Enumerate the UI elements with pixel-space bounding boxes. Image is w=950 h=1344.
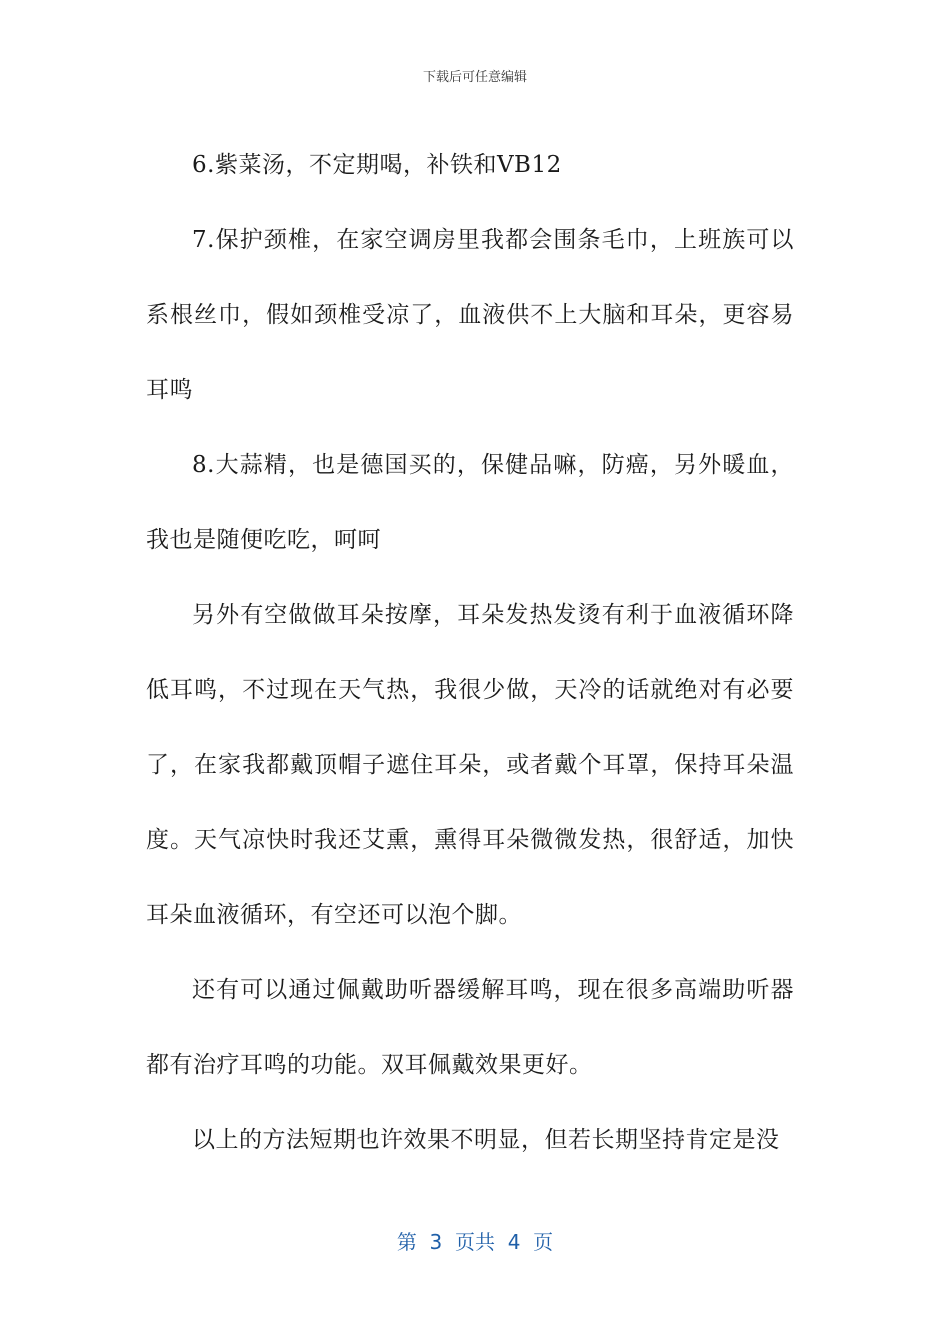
paragraph-hearing-aid: 还有可以通过佩戴助听器缓解耳鸣，现在很多高端助听器都有治疗耳鸣的功能。双耳佩戴效果更好。 <box>146 977 794 1078</box>
paragraph-item-6: 6.紫菜汤，不定期喝，补铁和VB12 <box>192 152 562 178</box>
paragraph-ear-massage: 另外有空做做耳朵按摩，耳朵发热发烫有利于血液循环降低耳鸣，不过现在天气热，我很少做，天冷的话就绝对有必要了，在家我都戴顶帽子遮住耳朵，或者戴个耳罩，保持耳朵温度。天气凉快时我还艾熏，熏得耳朵微微发热，很舒适，加快耳朵血液循环，有空还可以泡个脚。 <box>146 602 794 928</box>
header-note: 下载后可任意编辑 <box>422 70 527 85</box>
paragraph-conclusion: 以上的方法短期也许效果不明显，但若长期坚持肯定是没 <box>192 1127 780 1153</box>
paragraph-item-7: 7.保护颈椎，在家空调房里我都会围条毛巾，上班族可以系根丝巾，假如颈椎受凉了，血液供不上大脑和耳朵，更容易耳鸣 <box>146 227 794 403</box>
document-body <box>146 128 794 1178</box>
page-number: 第 3 页共 4 页 <box>396 1230 554 1254</box>
paragraph-item-8: 8.大蒜精，也是德国买的，保健品嘛，防癌，另外暖血，我也是随便吃吃，呵呵 <box>146 452 794 553</box>
